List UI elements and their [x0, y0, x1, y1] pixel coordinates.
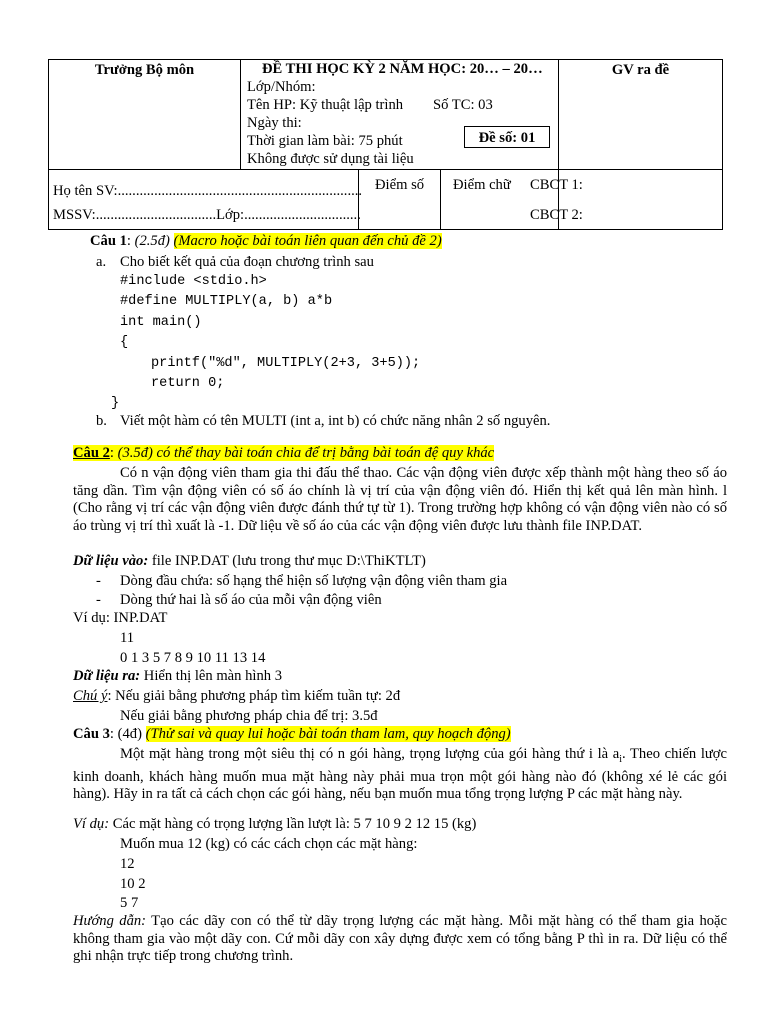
cau3-vi-du-text: Các mặt hàng có trọng lượng lần lượt là: 5 7 10 9 2 12 15 (kg) [112, 816, 477, 832]
lop-nhom: Lớp/Nhóm: [247, 79, 316, 95]
cau1-b-label: b. [96, 413, 107, 429]
code-line-1: #include <stdio.h> [120, 274, 267, 289]
cau2-example-line-2: 0 1 3 5 7 8 9 10 11 13 14 [120, 650, 266, 666]
cau3-note: (Thử sai và quay lui hoặc bài toán tham lam, quy hoạch động) [145, 726, 511, 742]
exam-title: ĐỀ THI HỌC KỲ 2 NĂM HỌC: 20… – 20… [262, 61, 543, 77]
cau2-chu-y [73, 688, 400, 705]
cau3-vi-du [73, 816, 476, 833]
cbct2-label: CBCT 2: [530, 207, 583, 223]
cau3-vi-du-label: Ví dụ: [73, 816, 110, 832]
cau3-paragraph [73, 746, 727, 804]
cau3-points: : (4đ) [109, 726, 142, 742]
cau2-bullet-1: Dòng đầu chứa: số hạng thể hiện số lượng vận động viên tham gia [120, 573, 508, 589]
cau1-points: (2.5đ) [134, 233, 170, 249]
huong-dan-text: Tạo các dãy con có thể từ dãy trọng lượng các mặt hàng. Mỗi mặt hàng có thể tham gia hoặc không tham gia vào một dãy con. Cứ mỗi dãy con xây dựng được xem có tổng bằng P thì in ra. Dữ liệu có thể ghi nhận trực tiếp trong chương trình. [73, 913, 728, 965]
gv-ra-de-label: GV ra đề [611, 62, 670, 78]
cau1-a-label: a. [96, 254, 107, 270]
cau1-heading: Câu 1: (2.5đ) (Macro hoặc bài toán liên quan đến chủ đề 2) [90, 233, 442, 249]
thoi-gian-lam-bai: Thời gian làm bài: 75 phút [247, 133, 403, 149]
khong-su-dung-tai-lieu: Không được sử dụng tài liệu [247, 151, 414, 167]
cau2-bullet-2: Dòng thứ hai là số áo của mỗi vận động viên [120, 592, 382, 608]
du-lieu-vao-label: Dữ liệu vào: [73, 553, 149, 569]
cau2-note: có thể thay bài toán chia để trị bằng bài toán đệ quy khác [156, 445, 495, 461]
code-line-3: int main() [120, 315, 202, 330]
bullet-dash-2: - [96, 592, 101, 608]
ten-hoc-phan: Tên HP: Kỹ thuật lập trình [247, 97, 404, 113]
cau1-label: Câu 1 [90, 233, 127, 249]
code-line-4: { [120, 335, 129, 350]
cau3-label: Câu 3 [73, 726, 110, 742]
de-so-box: Đề số: 01 [464, 126, 550, 148]
cau2-example-line-1: 11 [120, 630, 135, 646]
cau3-choice-3: 5 7 [120, 895, 139, 911]
diem-so-label: Điểm số [375, 177, 425, 193]
cau2-vi-du: Ví dụ: INP.DAT [73, 610, 168, 626]
cau3-heading [73, 726, 511, 743]
du-lieu-vao-text: file INP.DAT (lưu trong thư mục D:\ThiKTLT) [151, 553, 426, 569]
cau2-du-lieu-ra [73, 668, 282, 685]
cau3-choice-1: 12 [120, 856, 135, 872]
cau2-paragraph: Có n vận động viên tham gia thi đấu thể thao. Các vận động viên được xếp thành một hàng theo số áo tăng dần. Tìm vận động viên có số áo chính là vị trí của vận động viên đó. Hiển thị kết quả lên màn hình. l (Cho rằng vị trí các vận động viên được đánh thứ tự từ 1). Trong trường hợp không có vận động viên nào có số áo trùng vị trí thì xuất là -1. Dữ liệu về số áo của các vận động viên được lưu thành file INP.DAT. [73, 465, 727, 534]
cau3-paragraph-end: . Theo chiến lược kinh doanh, khách hàng muốn mua mặt hàng này phải mua trọn một gói hàng nào đó (không xé lẻ các gói hàng). Hãy in ra tất cả cách chọn các gói hàng, nếu bạn muốn mua tổng trọng lượng P các mặt hàng này. [73, 746, 727, 803]
cau2-heading: Câu 2: (3.5đ) có thể thay bài toán chia để trị bằng bài toán đệ quy khác [73, 445, 495, 461]
cbct1-label: CBCT 1: [530, 177, 583, 193]
cau2-du-lieu-vao [73, 553, 426, 570]
huong-dan-label: Hướng dẫn: [73, 913, 147, 929]
cau3-paragraph-start: Một mặt hàng trong một siêu thị có n gói hàng, trọng lượng của gói hàng thứ i là a [120, 746, 620, 762]
cbct-cell [559, 170, 723, 230]
bullet-dash-1: - [96, 573, 101, 589]
cau1-note: (Macro hoặc bài toán liên quan đến chủ đề 2) [173, 233, 442, 249]
cau1-b-text: Viết một hàm có tên MULTI (int a, int b) có chức năng nhân 2 số nguyên. [120, 413, 551, 429]
truong-bo-mon-cell [49, 60, 241, 170]
truong-bo-mon-label: Trưởng Bộ môn [94, 62, 195, 78]
mssv-lop: MSSV:.................................Lớp:................................ [53, 207, 361, 223]
code-line-2: #define MULTIPLY(a, b) a*b [120, 294, 333, 309]
cau2-points: (3.5đ) [117, 445, 153, 461]
du-lieu-ra-text: Hiển thị lên màn hình 3 [143, 668, 282, 684]
cau3-muon-mua: Muốn mua 12 (kg) có các cách chọn các mặt hàng: [120, 836, 418, 852]
chu-y-label: Chú ý [73, 688, 108, 704]
gv-ra-de-cell [559, 60, 723, 170]
diem-chu-label: Điểm chữ [453, 177, 511, 193]
du-lieu-ra-label: Dữ liệu ra: [73, 668, 141, 684]
chu-y-text: : Nếu giải bằng phương pháp tìm kiếm tuần tự: 2đ [107, 688, 401, 704]
so-tin-chi: Số TC: 03 [433, 97, 493, 113]
cau3-paragraph-sub: i [619, 753, 622, 765]
ngay-thi: Ngày thi: [247, 115, 302, 131]
code-line-6: return 0; [151, 376, 225, 391]
cau3-huong-dan [73, 913, 727, 966]
cau3-choice-2: 10 2 [120, 876, 146, 892]
cau2-chu-y-2: Nếu giải bằng phương pháp chia để trị: 3.5đ [120, 708, 378, 724]
code-line-7: } [111, 396, 120, 411]
code-line-5: printf("%d", MULTIPLY(2+3, 3+5)); [151, 356, 421, 371]
ho-ten-sv: Họ tên SV:................................................................... [53, 183, 363, 199]
cau1-a-text: Cho biết kết quả của đoạn chương trình sau [120, 254, 374, 270]
cau2-label: Câu 2 [73, 445, 110, 461]
